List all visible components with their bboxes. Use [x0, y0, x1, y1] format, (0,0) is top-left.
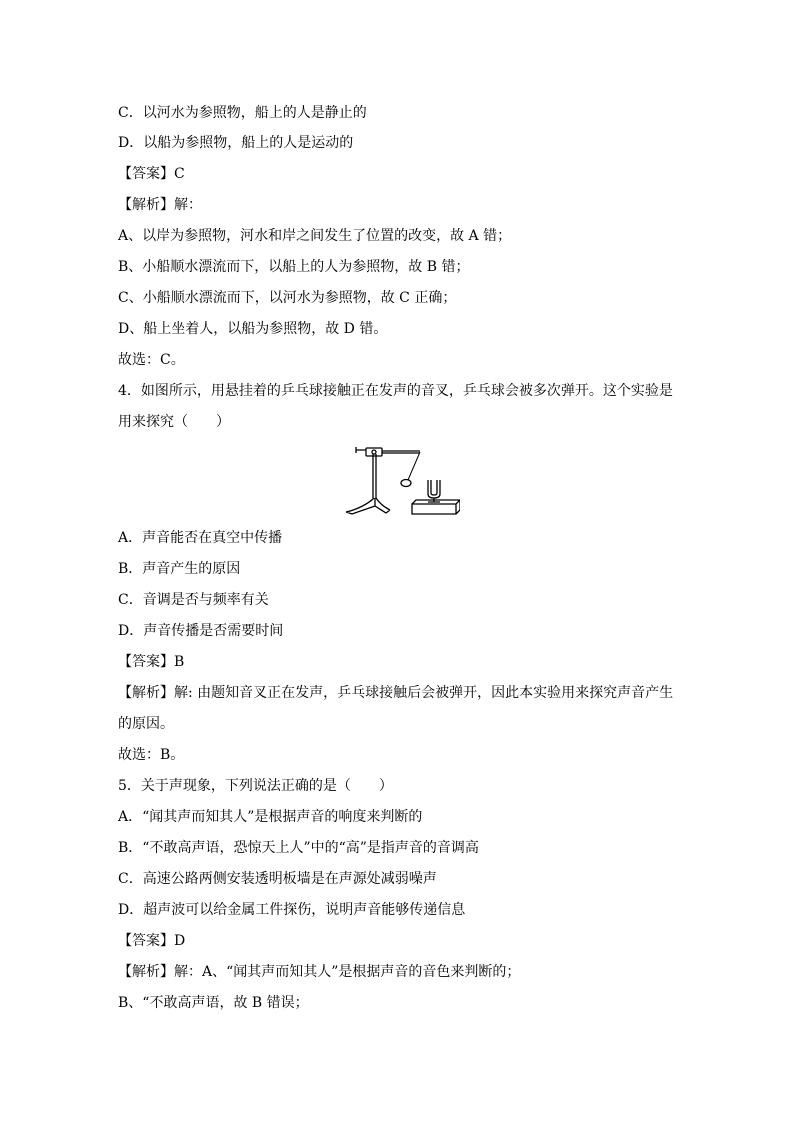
- option-a-q4: A．声音能否在真空中传播: [118, 530, 283, 546]
- analysis-q4-line2: 的原因。: [118, 716, 174, 732]
- string: [408, 452, 420, 480]
- analysis-q4-line1: 【解析】解: 由题知音叉正在发声，乒乓球接触后会被弹开，因此本实验用来探究声音产生: [118, 685, 674, 701]
- analysis-q3-b: B、小船顺水漂流而下，以船上的人为参照物，故 B 错；: [118, 259, 470, 275]
- option-d-q5: D．超声波可以给金属工件探伤，说明声音能够传递信息: [118, 902, 466, 918]
- option-c-q4: C．音调是否与频率有关: [118, 592, 269, 608]
- question-5: 5．关于声现象，下列说法正确的是（ ）: [118, 778, 393, 794]
- option-d-q4: D．声音传播是否需要时间: [118, 623, 284, 639]
- analysis-q5-b: B、“不敢高声语，故 B 错误；: [118, 995, 309, 1011]
- choice-q4: 故选：B。: [118, 747, 185, 763]
- question-4-line2: 用来探究（ ）: [118, 414, 230, 430]
- ping-pong-ball: [401, 480, 411, 487]
- analysis-q3-c: C、小船顺水漂流而下，以河水为参照物，故 C 正确；: [118, 290, 457, 306]
- stand-base: [346, 498, 390, 514]
- analysis-q3-d: D、船上坐着人，以船为参照物，故 D 错。: [118, 321, 388, 337]
- option-d-q3: D．以船为参照物，船上的人是运动的: [118, 135, 354, 151]
- answer-q3: 【答案】C: [118, 166, 185, 182]
- answer-q5: 【答案】D: [118, 933, 186, 949]
- analysis-q5-a: 【解析】解：A、“闻其声而知其人”是根据声音的音色来判断的；: [118, 964, 521, 980]
- analysis-q3-a: A、以岸为参照物，河水和岸之间发生了位置的改变，故 A 错；: [118, 228, 512, 244]
- choice-q3: 故选：C。: [118, 352, 185, 368]
- option-b-q4: B．声音产生的原因: [118, 561, 241, 577]
- tuning-fork: [428, 480, 440, 502]
- analysis-q3-heading: 【解析】解：: [118, 197, 202, 213]
- question-4-line1: 4．如图所示，用悬挂着的乒乓球接触正在发声的音叉，乒乓球会被多次弹开。这个实验是: [118, 383, 673, 399]
- option-b-q5: B．“不敢高声语，恐惊天上人”中的“高”是指声音的音调高: [118, 840, 479, 856]
- answer-q4: 【答案】B: [118, 654, 185, 670]
- option-c-q3: C．以河水为参照物，船上的人是静止的: [118, 105, 367, 121]
- stand-arm: [382, 451, 420, 453]
- stand-clamp: [366, 448, 382, 456]
- option-c-q5: C．高速公路两侧安装透明板墙是在声源处减弱噪声: [118, 871, 437, 887]
- tuning-fork-figure: [340, 436, 460, 518]
- stand-rod: [373, 454, 376, 498]
- option-a-q5: A．“闻其声而知其人”是根据声音的响度来判断的: [118, 809, 423, 825]
